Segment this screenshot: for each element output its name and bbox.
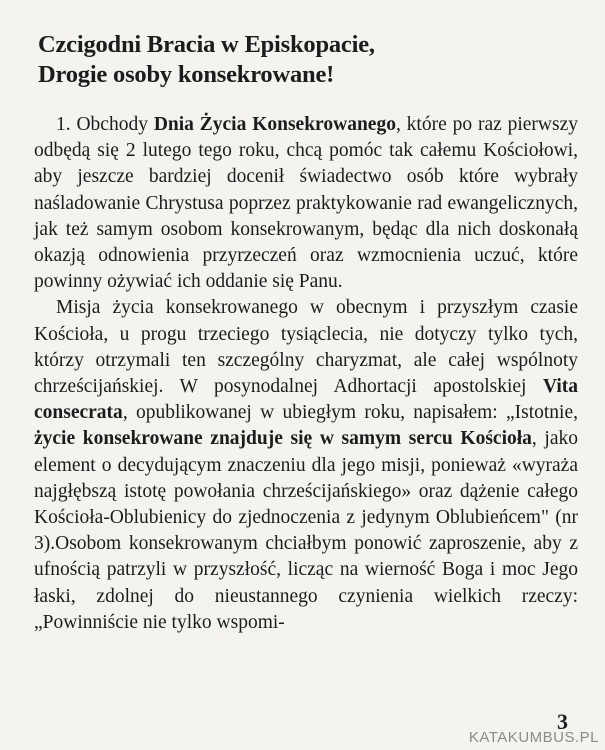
p1-text-c: , które po raz pierwszy odbędą się 2 lutego tego roku, chcą pomóc tak całemu Kościołowi, aby jeszcze bardziej docenił świadectwo osób które wybrały naśladowanie Chrystusa poprzez praktykowanie rad ewangelicznych, jak też samym osobom konsekrowanym, będąc dla nich doskonałą okazją odnowienia przyrzeczeń oraz wzmocnienia uczuć, które powinny ożywiać ich oddanie się Panu. — [34, 114, 578, 293]
p2-text-a: Misja życia konsekrowanego w obecnym i przyszłym czasie Kościoła, u progu trzeciego tysiąclecia, nie dotyczy tylko tych, którzy otrzymali ten szczególny charyzmat, ale całej wspólnoty chrześcijańskiej. W posynodalnej Adhortacji apostolskiej — [34, 297, 578, 398]
p2-bold-quote: życie konsekrowane znajduje się w samym sercu Kościoła — [34, 428, 532, 450]
p2-bold-vita: Vita consecrata — [34, 376, 578, 424]
body-text — [34, 112, 578, 636]
page-number: 3 — [557, 709, 568, 734]
paragraph-2 — [34, 295, 578, 636]
p1-bold-title: Dnia Życia Konsekrowanego — [153, 114, 396, 135]
p1-text-a: 1. Obchody — [56, 114, 154, 135]
paragraph-1 — [34, 112, 578, 295]
heading-line-2: Drogie osoby konsekrowane! — [38, 61, 335, 88]
heading-line-1: Czcigodni Bracia w Episkopacie, — [38, 31, 375, 58]
page-heading — [38, 30, 375, 90]
p2-text-e: , jako element o decydującym znaczeniu dla jego misji, ponieważ «wyraża najgłębszą istotę powołania chrześcijańskiego» oraz dążenie całego Kościoła-Oblubienicy do zjednoczenia z jedynym Oblubieńcem" (nr 3).Osobom konsekrowanym chciałbym ponowić zaproszenie, aby z ufnością patrzyli w przyszłość, licząc na wierność Boga i moc Jego łaski, zdolnej do nieustannego czynienia wielkich rzeczy: „Powinniście nie tylko wspomi- — [34, 428, 579, 633]
p2-text-c: , opublikowanej w ubiegłym roku, napisałem: „Istotnie, — [122, 402, 578, 424]
watermark: KATAKUMBUS.PL — [468, 729, 599, 746]
